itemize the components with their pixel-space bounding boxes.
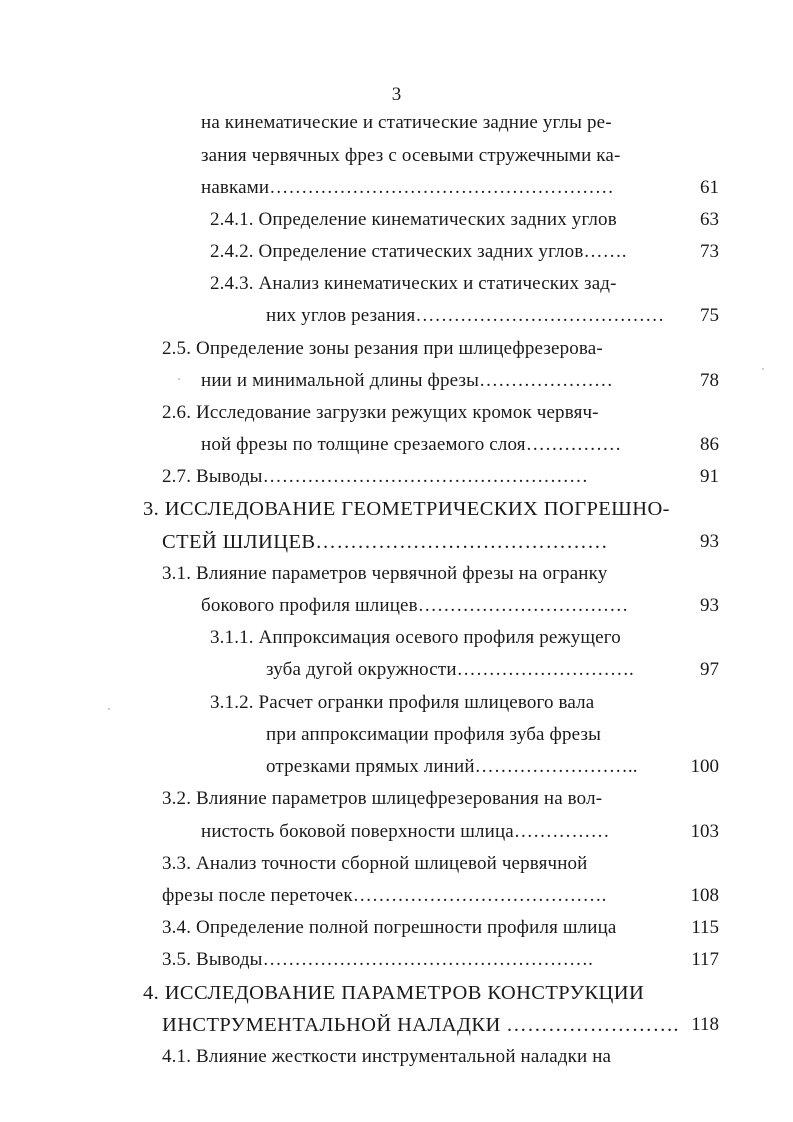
chapter-heading-line: СТЕЙ ШЛИЦЕВ…………………………………… — [162, 531, 609, 553]
chapter-heading-line: 4. ИССЛЕДОВАНИЕ ПАРАМЕТРОВ КОНСТРУКЦИИ — [143, 982, 645, 1004]
toc-line: нии и минимальной длины фрезы………………… — [201, 370, 614, 391]
toc-line: на кинематические и статические задние углы ре- — [201, 112, 612, 133]
toc-page-number: 93 — [700, 595, 719, 616]
toc-line: ной фрезы по толщине срезаемого слоя…………… — [201, 434, 622, 455]
toc-line: при аппроксимации профиля зуба фрезы — [266, 724, 602, 745]
toc-line: 3.1.1. Аппроксимация осевого профиля режущего — [210, 627, 621, 648]
toc-line: 2.7. Выводы…………………………………………… — [162, 466, 589, 487]
toc-line: 3.3. Анализ точности сборной шлицевой червячной — [162, 853, 588, 874]
toc-line: зуба дугой окружности………………………. — [266, 659, 634, 680]
toc-line: 2.4.1. Определение кинематических задних углов — [210, 209, 617, 230]
toc-line: них углов резания………………………………… — [266, 305, 665, 326]
toc-line: 3.4. Определение полной погрешности профиля шлица — [162, 917, 617, 938]
toc-page-number: 78 — [700, 370, 719, 391]
toc-line: фрезы после переточек…………………………………. — [162, 885, 607, 906]
toc-line: отрезками прямых линий…………………….. — [266, 756, 638, 777]
toc-line: 2.4.2. Определение статических задних углов……. — [210, 241, 627, 262]
toc-line: 3.1.2. Расчет огранки профиля шлицевого вала — [210, 692, 595, 713]
chapter-heading-line: 3. ИССЛЕДОВАНИЕ ГЕОМЕТРИЧЕСКИХ ПОГРЕШНО- — [143, 498, 670, 520]
toc-line: нистость боковой поверхности шлица…………… — [201, 821, 610, 842]
toc-line: 3.5. Выводы……………………………………………. — [162, 949, 594, 970]
toc-page-number: 61 — [700, 177, 719, 198]
toc-page-number: 117 — [691, 949, 719, 970]
toc-page-number: 118 — [691, 1014, 719, 1035]
toc-page-number: 93 — [700, 531, 719, 552]
toc-line: зания червячных фрез с осевыми стружечными ка- — [201, 145, 621, 166]
toc-line: 4.1. Влияние жесткости инструментальной наладки на — [162, 1046, 612, 1067]
chapter-heading-line: ИНСТРУМЕНТАЛЬНОЙ НАЛАДКИ ……………………. — [162, 1014, 679, 1036]
toc-line: навками……………………………………………… — [201, 177, 614, 198]
page-number: 3 — [391, 84, 402, 105]
toc-page-number: 63 — [700, 209, 719, 230]
scan-speck — [762, 368, 764, 370]
toc-page-number: 108 — [690, 885, 719, 906]
toc-page-number: 103 — [690, 821, 719, 842]
scan-speck — [108, 708, 110, 710]
toc-line: бокового профиля шлицев…………………………… — [201, 595, 629, 616]
toc-page-number: 73 — [700, 241, 719, 262]
scan-speck — [178, 378, 180, 380]
toc-line: 2.6. Исследование загрузки режущих кромок червяч- — [162, 402, 599, 423]
toc-page-number: 91 — [700, 466, 719, 487]
toc-line: 3.2. Влияние параметров шлицефрезерования на вол- — [162, 788, 603, 809]
toc-page-number: 86 — [700, 434, 719, 455]
toc-page-number: 115 — [691, 917, 719, 938]
toc-line: 3.1. Влияние параметров червячной фрезы на огранку — [162, 563, 608, 584]
toc-line: 2.4.3. Анализ кинематических и статических зад- — [210, 273, 617, 294]
toc-page-number: 97 — [700, 659, 719, 680]
toc-page-number: 75 — [700, 305, 719, 326]
toc-line: 2.5. Определение зоны резания при шлицефрезерова- — [162, 338, 603, 359]
toc-page-number: 100 — [690, 756, 719, 777]
